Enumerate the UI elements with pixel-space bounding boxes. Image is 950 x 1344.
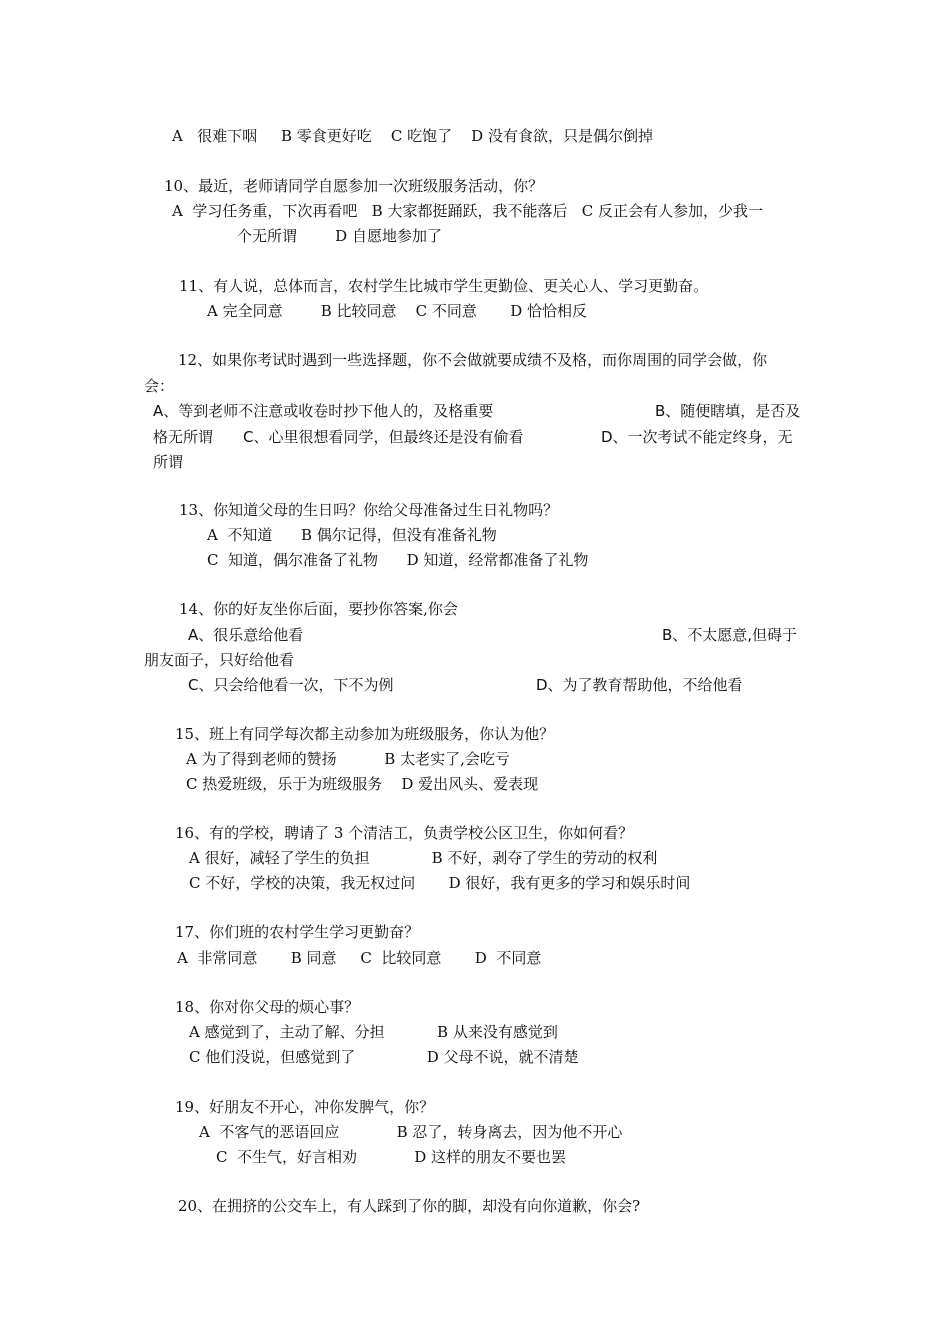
q10-stem: 10、最近，老师请同学自愿参加一次班级服务活动，你？ xyxy=(164,177,544,195)
q12-option-c: C、心里很想看同学，但最终还是没有偷看 xyxy=(243,428,524,446)
q13-options-line2: C 知道，偶尔准备了礼物 D 知道，经常都准备了礼物 xyxy=(207,551,589,569)
q18-options-line1: A 感觉到了，主动了解、分担 B 从来没有感觉到 xyxy=(189,1023,558,1041)
q13-stem: 13、你知道父母的生日吗？你给父母准备过生日礼物吗？ xyxy=(179,501,559,519)
q16-options-line1: A 很好，减轻了学生的负担 B 不好，剥夺了学生的劳动的权利 xyxy=(189,849,658,867)
q12-stem-line2: 会： xyxy=(144,377,175,395)
q19-options-line1: A 不客气的恶语回应 B 忍了，转身离去，因为他不开心 xyxy=(199,1123,623,1141)
q14-option-c: C、只会给他看一次，下不为例 xyxy=(188,676,394,694)
q14-stem: 14、你的好友坐你后面，要抄你答案,你会 xyxy=(179,600,458,618)
q15-options-line1: A 为了得到老师的赞扬 B 太老实了,会吃亏 xyxy=(186,750,510,768)
q12-option-a: A、等到老师不注意或收卷时抄下他人的，及格重要 xyxy=(153,402,494,420)
q16-options-line2: C 不好，学校的决策，我无权过问 D 很好，我有更多的学习和娱乐时间 xyxy=(189,874,691,892)
q14-option-b-line1: B、不太愿意,但碍于 xyxy=(662,626,798,644)
q19-stem: 19、好朋友不开心，冲你发脾气，你？ xyxy=(175,1098,435,1116)
q19-options-line2: C 不生气，好言相劝 D 这样的朋友不要也罢 xyxy=(216,1148,567,1166)
q20-stem: 20、在拥挤的公交车上，有人踩到了你的脚，却没有向你道歉，你会? xyxy=(178,1197,641,1215)
q16-stem: 16、有的学校，聘请了 3 个清洁工，负责学校公区卫生，你如何看？ xyxy=(175,824,634,842)
q11-options: A 完全同意 B 比较同意 C 不同意 D 恰恰相反 xyxy=(207,302,588,320)
q9-options: A 很难下咽 B 零食更好吃 C 吃饱了 D 没有食欲，只是偶尔倒掉 xyxy=(172,127,653,145)
q15-options-line2: C 热爱班级，乐于为班级服务 D 爱出风头、爱表现 xyxy=(186,775,539,793)
q18-options-line2: C 他们没说，但感觉到了 D 父母不说，就不清楚 xyxy=(189,1048,579,1066)
q10-options-line2: 个无所谓 D 自愿地参加了 xyxy=(237,227,442,245)
q12-option-b-line2: 格无所谓 xyxy=(153,428,214,446)
q15-stem: 15、班上有同学每次都主动参加为班级服务，你认为他？ xyxy=(175,725,555,743)
q17-options: A 非常同意 B 同意 C 比较同意 D 不同意 xyxy=(177,949,542,967)
q14-option-b-line2: 朋友面子，只好给他看 xyxy=(144,651,295,669)
q13-options-line1: A 不知道 B 偶尔记得，但没有准备礼物 xyxy=(207,526,497,544)
q11-stem: 11、有人说，总体而言，农村学生比城市学生更勤俭、更关心人、学习更勤奋。 xyxy=(179,277,709,295)
q14-option-a: A、很乐意给他看 xyxy=(188,626,304,644)
q17-stem: 17、你们班的农村学生学习更勤奋？ xyxy=(175,923,420,941)
q12-option-d-line2: 所谓 xyxy=(153,453,184,471)
q12-option-b-line1: B、随便瞎填，是否及 xyxy=(655,402,801,420)
q12-stem-line1: 12、如果你考试时遇到一些选择题，你不会做就要成绩不及格，而你周围的同学会做，你 xyxy=(178,351,768,369)
q18-stem: 18、你对你父母的烦心事？ xyxy=(175,998,360,1016)
q12-option-d-line1: D、一次考试不能定终身，无 xyxy=(601,428,793,446)
q14-option-d: D、为了教育帮助他，不给他看 xyxy=(536,676,743,694)
q10-options-line1: A 学习任务重，下次再看吧 B 大家都挺踊跃，我不能落后 C 反正会有人参加，少我一 xyxy=(172,202,764,220)
